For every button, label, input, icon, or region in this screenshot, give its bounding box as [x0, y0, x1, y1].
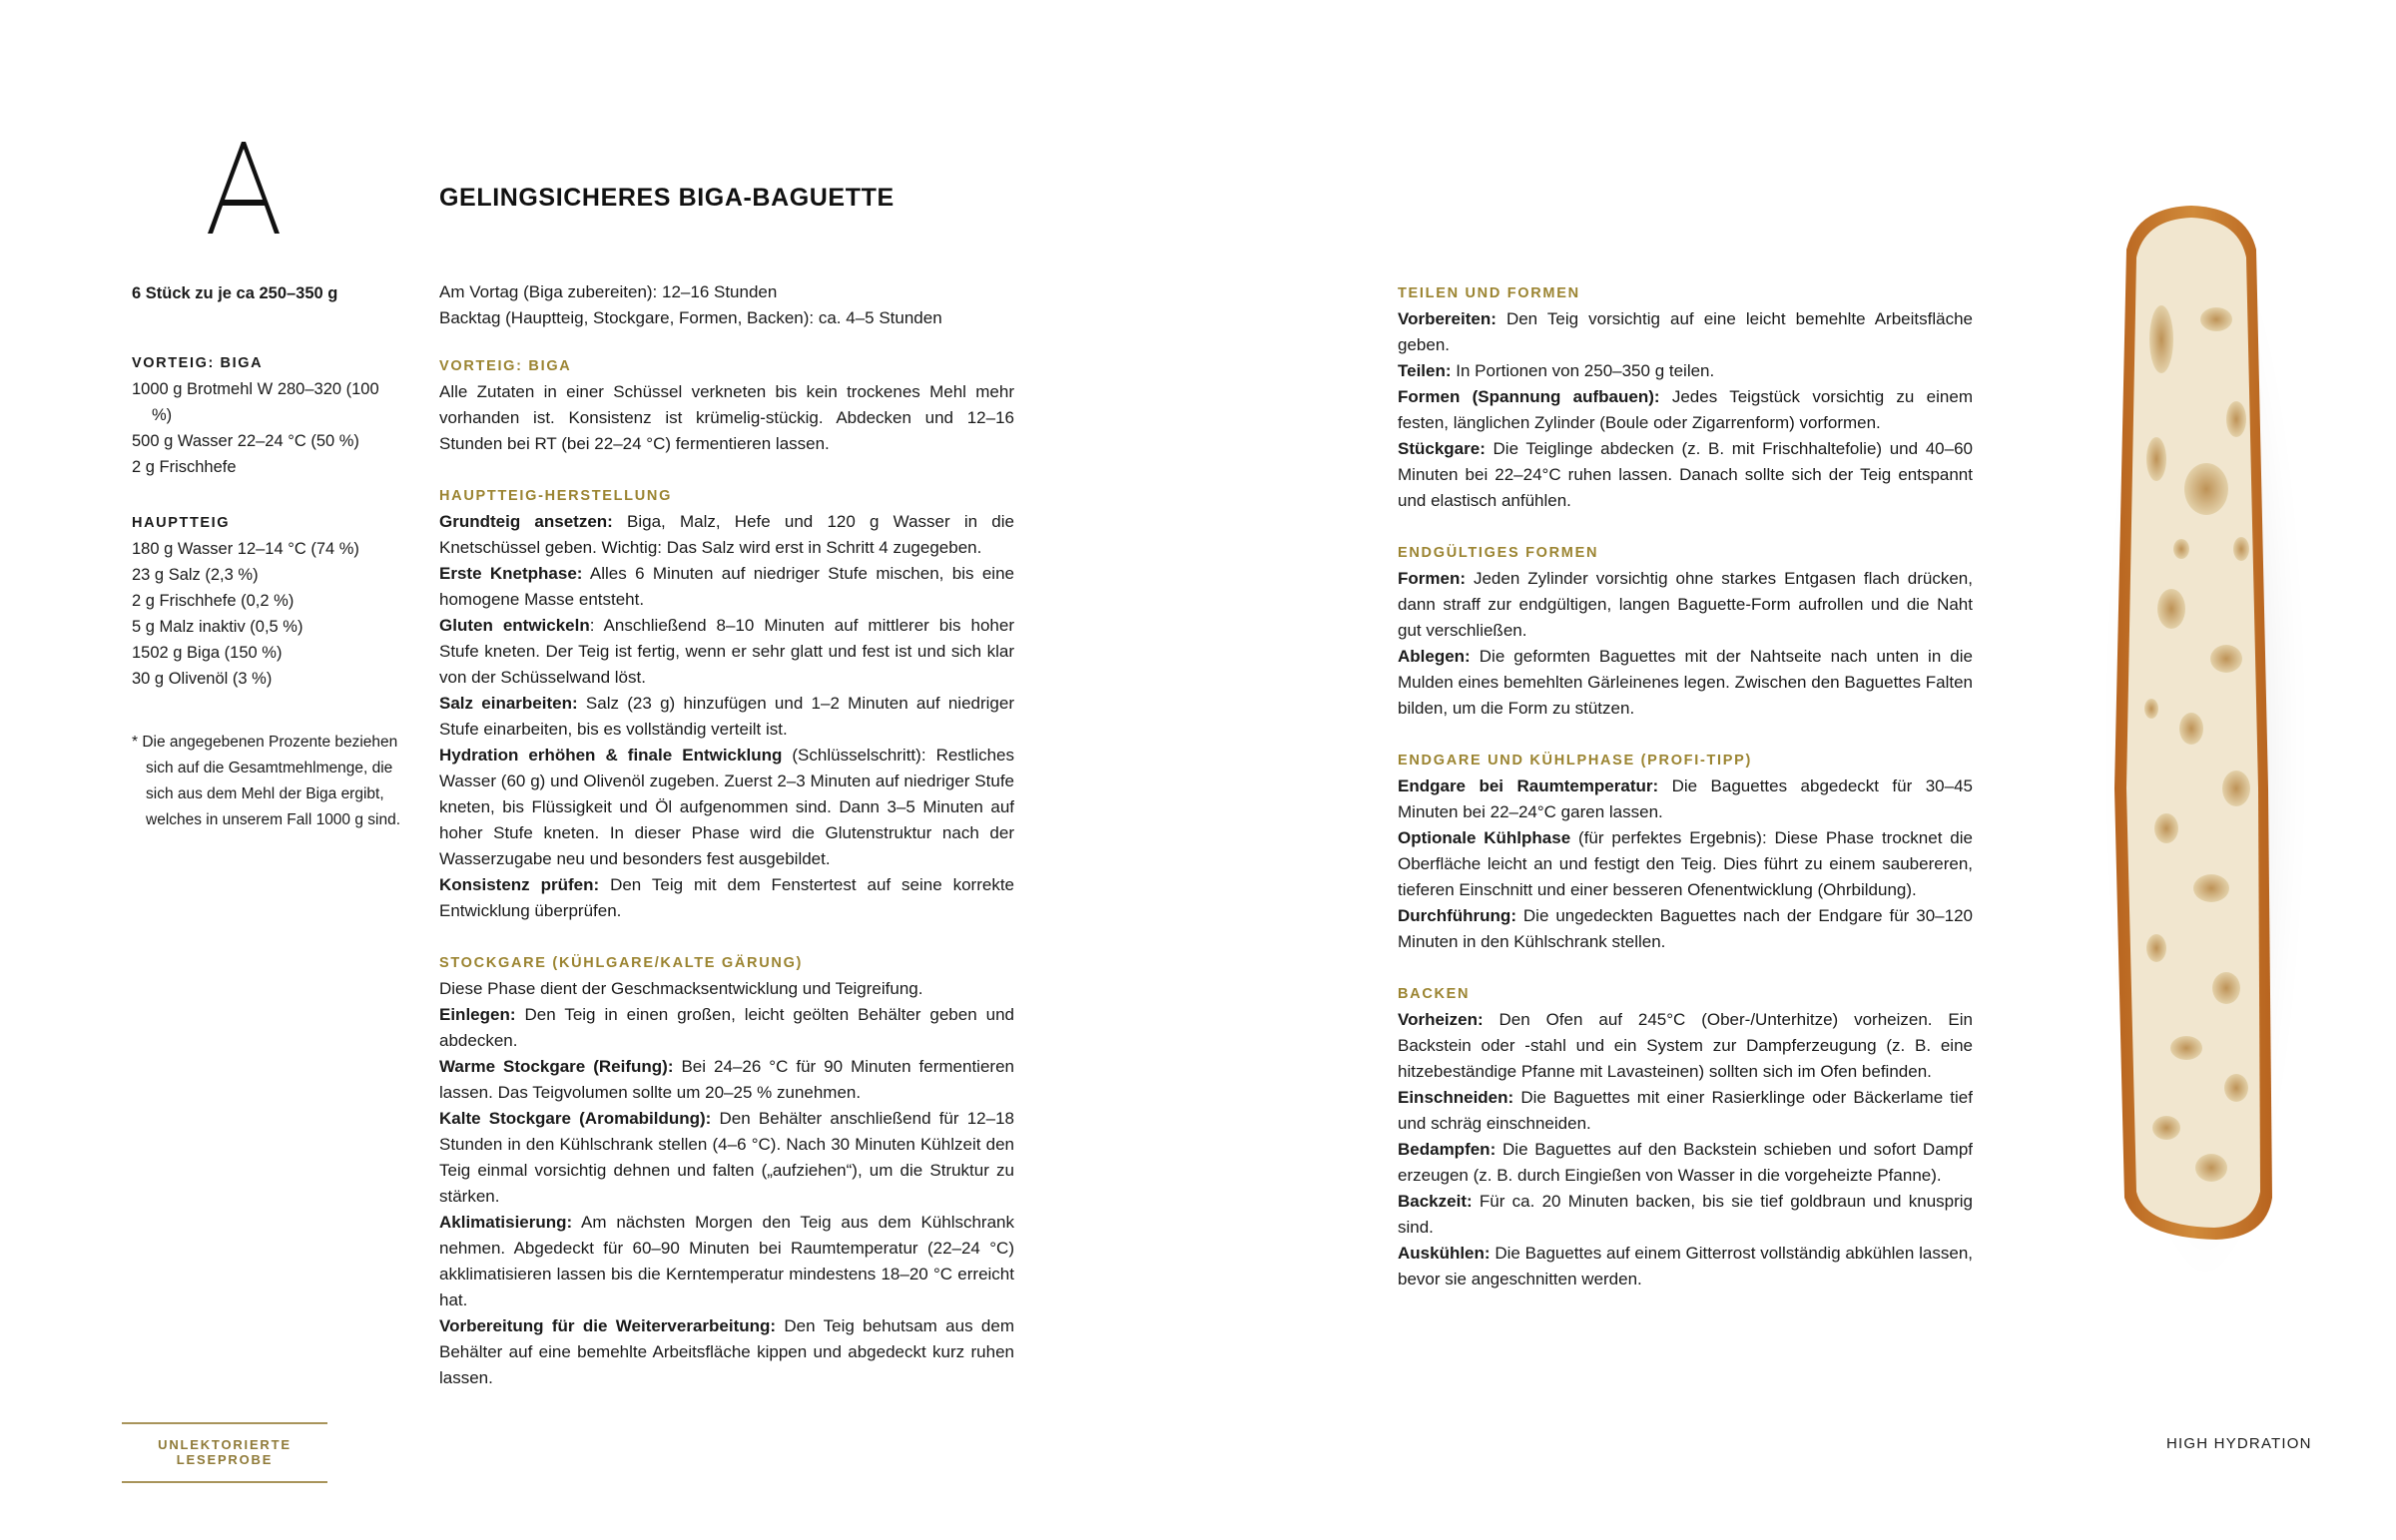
- step: Grundteig ansetzen: Biga, Malz, Hefe und 120 g Wasser in die Knetschüssel geben. Wichtig: Das Salz wird erst in Schritt 4 zugegeben.: [439, 512, 1014, 557]
- baguette-photo: [2096, 190, 2336, 1287]
- step: Konsistenz prüfen: Den Teig mit dem Fenstertest auf seine korrekte Entwicklung überprüfen.: [439, 875, 1015, 920]
- section-stockgare: [439, 950, 1014, 1391]
- section-endgueltiges-formen: [1398, 540, 1973, 722]
- step: Formen (Spannung aufbauen): Jedes Teigstück vorsichtig zu einem festen, länglichen Zylinder (Boule oder Zigarrenform) vorformen.: [1398, 387, 1973, 432]
- percentage-footnote: * Die angegebenen Prozente beziehen sich auf die Gesamtmehlmenge, die sich aus dem Mehl der Biga ergibt, welches in unserem Fall 1000 g sind.: [132, 734, 401, 828]
- baguette-slice-icon: [2096, 190, 2336, 1287]
- ingredient-item: 5 g Malz inaktiv (0,5 %): [132, 618, 303, 636]
- step-label: Durchführung:: [1398, 906, 1516, 925]
- step: Endgare bei Raumtemperatur: Die Baguettes abgedeckt für 30–45 Minuten bei 22–24°C garen lassen.: [1398, 776, 1973, 821]
- step-label: Vorbereitung für die Weiterverarbeitung:: [439, 1316, 777, 1335]
- step-label: Optionale Kühlphase: [1398, 828, 1571, 847]
- step: Formen: Jeden Zylinder vorsichtig ohne starkes Entgasen flach drücken, dann straff zur endgültigen, langen Baguette-Form aufrollen und die Naht gut verschließen.: [1398, 569, 1973, 640]
- step-label: Gluten entwickeln: [439, 616, 590, 635]
- step-label: Stückgare:: [1398, 439, 1486, 458]
- ingredient-item: 30 g Olivenöl (3 %): [132, 670, 273, 688]
- step: Vorheizen: Den Ofen auf 245°C (Ober-/Unterhitze) vorheizen. Ein Backstein oder -stahl und ein System zur Dampferzeugung (z. B. eine hitzebeständige Pfanne mit Lavasteinen) sollten sich im Ofen befinden.: [1398, 1010, 1973, 1081]
- ingredient-heading: VORTEIG: BIGA: [132, 355, 264, 371]
- step-label: Backzeit:: [1398, 1192, 1473, 1211]
- step-label: Einschneiden:: [1398, 1088, 1514, 1107]
- section-hauptteig-herstellung: [439, 483, 1014, 924]
- ingredient-group-biga: [132, 350, 381, 480]
- step-label: Aklimatisierung:: [439, 1213, 573, 1232]
- step: Hydration erhöhen & finale Entwicklung (Schlüsselschritt): Restliches Wasser (60 g) und Olivenöl zugeben. Zuerst 2–3 Minuten auf niedriger Stufe kneten, bis Flüssigkeit und Öl aufgenommen sind. Dann 3–5 Minuten auf hoher Stufe kneten. In dieser Phase wird die Glutenstruktur nach der Wasserzugabe neu und besonders fest ausgebildet.: [439, 746, 1014, 868]
- step: Ablegen: Die geformten Baguettes mit der Nahtseite nach unten in die Mulden eines bemehlten Gärleinenes legen. Zwischen den Baguettes Falten bilden, um die Form zu stützen.: [1398, 647, 1973, 718]
- section-heading: VORTEIG: BIGA: [439, 358, 572, 374]
- step-label: Kalte Stockgare (Aromabildung):: [439, 1109, 712, 1128]
- section-vorteig-biga: [439, 353, 1014, 457]
- step-label: Vorbereiten:: [1398, 309, 1497, 328]
- time-overview: [439, 279, 1014, 331]
- step: Vorbereiten: Den Teig vorsichtig auf eine leicht bemehlte Arbeitsfläche geben.: [1398, 309, 1973, 354]
- section-heading: HAUPTTEIG-HERSTELLUNG: [439, 488, 673, 504]
- ingredient-item: 2 g Frischhefe: [132, 458, 237, 476]
- instructions-column-right: [1398, 280, 1973, 1318]
- step-label: Formen:: [1398, 569, 1466, 588]
- step: Einlegen: Den Teig in einen großen, leicht geölten Behälter geben und abdecken.: [439, 1005, 1014, 1050]
- step-label: Hydration erhöhen & finale Entwicklung: [439, 746, 783, 765]
- section-heading: TEILEN UND FORMEN: [1398, 285, 1580, 301]
- step: Stückgare: Die Teiglinge abdecken (z. B. mit Frischhaltefolie) und 40–60 Minuten bei 22–24°C ruhen lassen. Danach sollte sich der Teig entspannt und elastisch anfühlen.: [1398, 439, 1973, 510]
- chapter-letter: [204, 140, 284, 235]
- footer-label-left: UNLEKTORIERTE LESEPROBE: [122, 1422, 327, 1483]
- section-endgare-kuehlphase: [1398, 748, 1973, 955]
- ingredient-item: 500 g Wasser 22–24 °C (50 %): [132, 432, 359, 450]
- step: Optionale Kühlphase (für perfektes Ergebnis): Diese Phase trocknet die Oberfläche leicht an und festigt den Teig. Dies führt zu einem saubereren, tieferen Einschnitt und einer besseren Ofenentwicklung (Ohrbildung).: [1398, 828, 1973, 899]
- yield: 6 Stück zu je ca 250–350 g: [132, 284, 338, 302]
- step: Salz einarbeiten: Salz (23 g) hinzufügen und 1–2 Minuten auf niedriger Stufe einarbeiten, bis es vollständig verteilt ist.: [439, 694, 1014, 739]
- step: Erste Knetphase: Alles 6 Minuten auf niedriger Stufe mischen, bis eine homogene Masse entsteht.: [439, 564, 1014, 609]
- step-label: Bedampfen:: [1398, 1140, 1497, 1159]
- step: Gluten entwickeln: Anschließend 8–10 Minuten auf mittlerer bis hoher Stufe kneten. Der Teig ist fertig, wenn er sehr glatt und fest ist und sich klar von der Schüsselwand löst.: [439, 616, 1014, 687]
- time-line: Am Vortag (Biga zubereiten): 12–16 Stunden: [439, 282, 778, 301]
- step: Vorbereitung für die Weiterverarbeitung: Den Teig behutsam aus dem Behälter auf eine bemehlte Arbeitsfläche kippen und abgedeckt kurz ruhen lassen.: [439, 1316, 1014, 1387]
- section-backen: [1398, 981, 1973, 1292]
- step: Auskühlen: Die Baguettes auf einem Gitterrost vollständig abkühlen lassen, bevor sie angeschnitten werden.: [1398, 1244, 1973, 1288]
- step: Einschneiden: Die Baguettes mit einer Rasierklinge oder Bäckerlame tief und schräg einschneiden.: [1398, 1088, 1973, 1133]
- step: Aklimatisierung: Am nächsten Morgen den Teig aus dem Kühlschrank nehmen. Abgedeckt für 60–90 Minuten bei Raumtemperatur (22–24 °C) akklimatisieren lassen bis die Kerntemperatur mindestens 18–20 °C erreicht hat.: [439, 1213, 1014, 1309]
- section-heading: ENDGÜLTIGES FORMEN: [1398, 545, 1599, 561]
- step: Kalte Stockgare (Aromabildung): Den Behälter anschließend für 12–18 Stunden in den Kühlschrank stellen (4–6 °C). Nach 30 Minuten Kühlzeit den Teig einmal vorsichtig dehnen und falten („aufziehen“), um die Struktur zu stärken.: [439, 1109, 1014, 1206]
- step: Warme Stockgare (Reifung): Bei 24–26 °C für 90 Minuten fermentieren lassen. Das Teigvolumen sollte um 20–25 % zunehmen.: [439, 1057, 1014, 1102]
- section-heading: ENDGARE UND KÜHLPHASE (PROFI-TIPP): [1398, 753, 1753, 769]
- step-label: Konsistenz prüfen:: [439, 875, 600, 894]
- step-label: Formen (Spannung aufbauen):: [1398, 387, 1660, 406]
- step-label: Einlegen:: [439, 1005, 516, 1024]
- step-label: Endgare bei Raumtemperatur:: [1398, 776, 1659, 795]
- ingredient-heading: HAUPTTEIG: [132, 515, 231, 531]
- step: Backzeit: Für ca. 20 Minuten backen, bis sie tief goldbraun und knusprig sind.: [1398, 1192, 1973, 1237]
- ingredient-item: 1502 g Biga (150 %): [132, 644, 283, 662]
- step-label: Erste Knetphase:: [439, 564, 583, 583]
- time-line: Backtag (Hauptteig, Stockgare, Formen, Backen): ca. 4–5 Stunden: [439, 308, 942, 327]
- step-label: Ablegen:: [1398, 647, 1471, 666]
- ingredients-sidebar: [132, 280, 401, 833]
- step-label: Vorheizen:: [1398, 1010, 1484, 1029]
- step-label: Teilen:: [1398, 361, 1452, 380]
- ingredient-item: 2 g Frischhefe (0,2 %): [132, 592, 295, 610]
- footer-label-right: HIGH HYDRATION: [2166, 1435, 2312, 1452]
- step-label: Salz einarbeiten:: [439, 694, 578, 713]
- section-heading: BACKEN: [1398, 986, 1471, 1002]
- section-teilen-und-formen: [1398, 280, 1973, 514]
- step: Teilen: In Portionen von 250–350 g teilen.: [1398, 361, 1715, 380]
- ingredient-item: 180 g Wasser 12–14 °C (74 %): [132, 540, 359, 558]
- step-label: Auskühlen:: [1398, 1244, 1491, 1263]
- section-heading: STOCKGARE (KÜHLGARE/KALTE GÄRUNG): [439, 955, 804, 971]
- step-label: Warme Stockgare (Reifung):: [439, 1057, 674, 1076]
- recipe-title: GELINGSICHERES BIGA-BAGUETTE: [439, 184, 895, 212]
- step: Diese Phase dient der Geschmacksentwicklung und Teigreifung.: [439, 979, 923, 998]
- step: Alle Zutaten in einer Schüssel verkneten bis kein trockenes Mehl mehr vorhanden ist. Konsistenz ist krümelig-stückig. Abdecken und 12–16 Stunden bei RT (bei 22–24 °C) fermentieren lassen.: [439, 382, 1014, 453]
- ingredient-group-hauptteig: [132, 510, 381, 692]
- step: Bedampfen: Die Baguettes auf den Backstein schieben und sofort Dampf erzeugen (z. B. durch Eingießen von Wasser in die vorgeheizte Pfanne).: [1398, 1140, 1973, 1185]
- step: Durchführung: Die ungedeckten Baguettes nach der Endgare für 30–120 Minuten in den Kühlschrank stellen.: [1398, 906, 1973, 951]
- instructions-column-left: [439, 279, 1014, 1417]
- step-label: Grundteig ansetzen:: [439, 512, 613, 531]
- ingredient-item: 23 g Salz (2,3 %): [132, 566, 259, 584]
- ingredient-item: 1000 g Brotmehl W 280–320 (100 %): [132, 380, 379, 424]
